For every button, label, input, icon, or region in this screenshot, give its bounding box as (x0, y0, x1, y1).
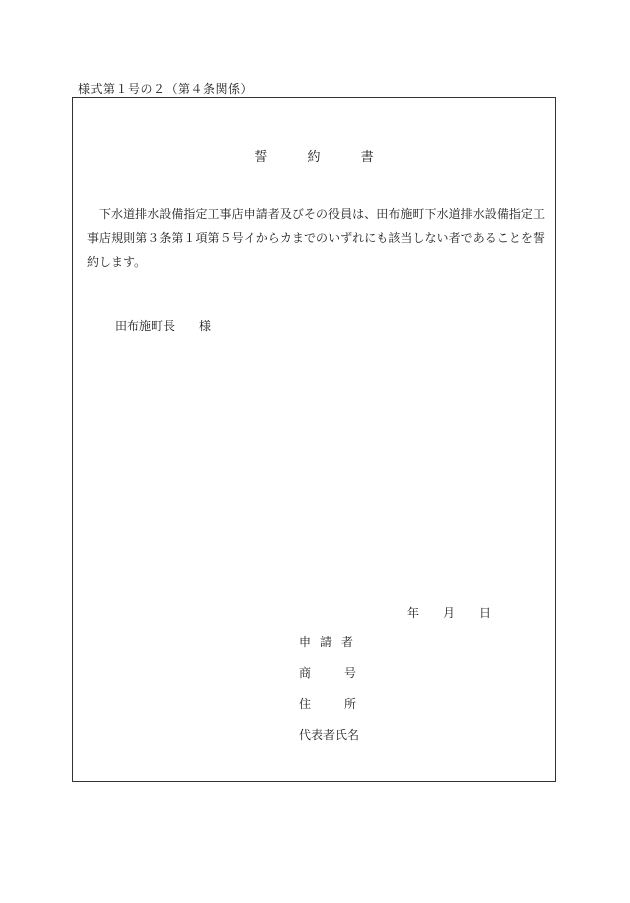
date-month-label: 月 (443, 606, 456, 620)
applicant-label: 申請者 (299, 635, 363, 649)
trade-name-label: 商号 (299, 666, 390, 680)
date-day-label: 日 (479, 606, 492, 620)
pledge-document-frame (72, 97, 556, 782)
applicant-block (299, 634, 389, 758)
form-number-label: 様式第１号の２（第４条関係） (78, 82, 254, 96)
addressee-name: 田布施町長 (115, 319, 176, 333)
representative-name-label: 代表者氏名 (299, 728, 360, 742)
pledge-statement: 下水道排水設備指定工事店申請者及びその役員は、田布施町下水道排水設備指定工事店規則第３条第１項第５号イからカまでのいずれにも該当しない者であることを誓約します。 (87, 207, 545, 269)
document-title: 誓 約 書 (254, 150, 392, 165)
addressee (115, 317, 211, 334)
date-year-label: 年 (407, 606, 420, 620)
date-line (407, 604, 491, 621)
address-label: 住所 (299, 697, 390, 711)
addressee-honorific: 様 (199, 319, 212, 333)
